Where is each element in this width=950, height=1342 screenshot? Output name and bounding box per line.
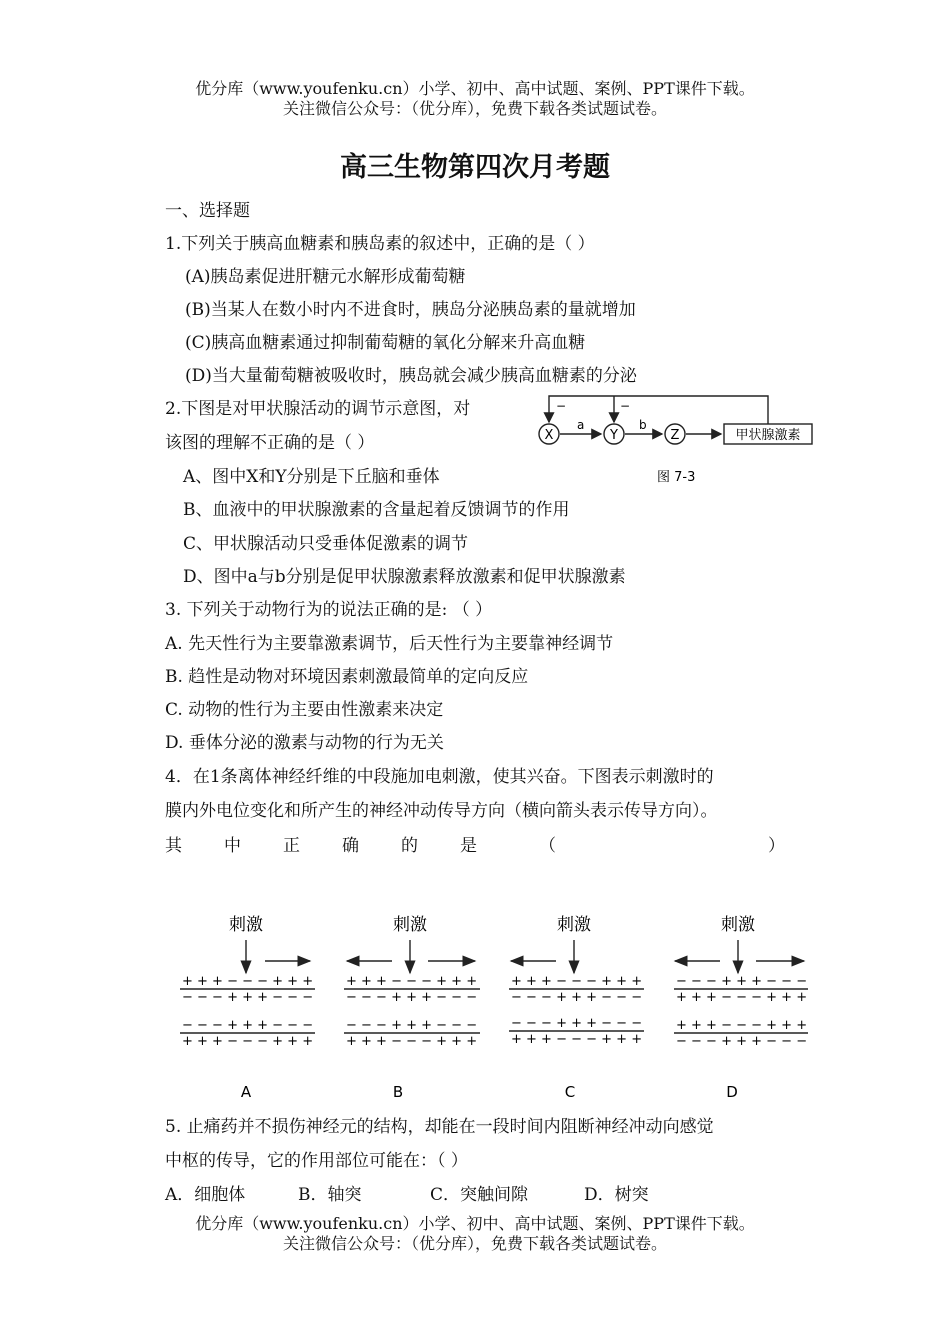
thyroid-regulation-diagram [535,390,825,490]
q1-stem: 1.下列关于胰高血糖素和胰岛素的叙述中，正确的是（ ） [165,234,595,254]
figure-caption: 图 7-3 [657,470,696,485]
q4-stem-1: 4．在1条离体神经纤维的中段施加电刺激，使其兴奋。下图表示刺激时的 [165,767,714,787]
footer-line-1: 优分库（www.youfenku.cn）小学、初中、高中试题、案例、PPT课件下载。 [195,1214,755,1233]
option-b-diagram [344,915,480,1101]
option-c-diagram [509,915,644,1101]
membrane-row-1: + + + − − − + + + [182,974,314,989]
q3-stem: 3. 下列关于动物行为的说法正确的是: （ ） [165,600,493,620]
node-z-label: Z [670,428,680,443]
option-c-label: C [564,1083,576,1101]
membrane-row-2: + + + − − − + + + [676,990,808,1005]
page-title: 高三生物第四次月考题 [340,152,610,183]
q5-option-c: C．突触间隙 [430,1185,529,1205]
q4-stem-3-char: ） [768,836,785,856]
q5-option-b: B．轴突 [298,1185,362,1205]
thyroid-hormone-label: 甲状腺激素 [735,428,801,443]
membrane-row-3: − − − + + + − − − [511,1016,643,1031]
membrane-row-4: + + + − − − + + + [346,1034,478,1049]
minus-sign-x: − [556,399,567,413]
option-a-label: A [240,1083,252,1101]
section-heading: 一、选择题 [165,201,250,221]
nerve-impulse-diagrams [170,905,820,1105]
membrane-row-1: − − − + + + − − − [676,974,808,989]
q4-stem-2: 膜内外电位变化和所产生的神经冲动传导方向（横向箭头表示传导方向）。 [165,801,718,821]
q2-option-c: C、甲状腺活动只受垂体促激素的调节 [183,534,469,554]
membrane-row-3: + + + − − − + + + [676,1018,808,1033]
membrane-row-4: − − − + + + − − − [676,1034,808,1049]
node-x-label: X [544,428,554,443]
q2-option-a: A、图中X和Y分别是下丘脑和垂体 [183,467,440,487]
q5-stem-1: 5. 止痛药并不损伤神经元的结构，却能在一段时间内阻断神经冲动向感觉 [165,1117,714,1137]
arrow-a-label: a [577,418,585,432]
q4-stem-3-char: 正 [283,836,300,856]
q3-option-b: B. 趋性是动物对环境因素刺激最简单的定向反应 [165,667,529,687]
q4-stem-3-char: 确 [342,836,359,856]
header-line-2: 关注微信公众号：（优分库），免费下载各类试题试卷。 [282,99,667,118]
membrane-row-3: − − − + + + − − − [346,1018,478,1033]
q4-stem-3-char: 的 [401,836,418,856]
minus-sign-y: − [620,399,631,413]
footer-line-2: 关注微信公众号：（优分库），免费下载各类试题试卷。 [282,1234,667,1253]
q1-option-d: (D)当大量葡萄糖被吸收时，胰岛就会减少胰高血糖素的分泌 [185,366,637,386]
q2-stem-2: 该图的理解不正确的是（ ） [165,433,375,453]
q5-option-d: D．树突 [584,1185,649,1205]
membrane-row-2: − − − + + + − − − [346,990,478,1005]
membrane-row-3: − − − + + + − − − [182,1018,314,1033]
stimulus-label: 刺激 [393,915,427,935]
q1-option-c: (C)胰高血糖素通过抑制葡萄糖的氧化分解来升高血糖 [185,333,586,353]
option-a-diagram [180,915,315,1101]
arrow-b-label: b [639,418,647,432]
membrane-row-2: − − − + + + − − − [182,990,314,1005]
q4-stem-3-char: 中 [224,836,241,856]
node-y-label: Y [610,428,618,443]
membrane-row-4: + + + − − − + + + [511,1032,643,1047]
q3-option-d: D. 垂体分泌的激素与动物的行为无关 [165,733,444,753]
stimulus-label: 刺激 [721,915,755,935]
membrane-row-4: + + + − − − + + + [182,1034,314,1049]
membrane-row-1: + + + − − − + + + [511,974,643,989]
q4-stem-3-char: （ [539,836,556,856]
q3-option-a: A. 先天性行为主要靠激素调节，后天性行为主要靠神经调节 [165,634,614,654]
header-line-1: 优分库（www.youfenku.cn）小学、初中、高中试题、案例、PPT课件下载。 [195,79,755,98]
option-d-diagram [674,915,808,1101]
membrane-row-2: − − − + + + − − − [511,990,643,1005]
q4-stem-3 [165,835,785,857]
q3-option-c: C. 动物的性行为主要由性激素来决定 [165,700,444,720]
q1-option-b: (B)当某人在数小时内不进食时，胰岛分泌胰岛素的量就增加 [185,300,636,320]
q5-option-a: A．细胞体 [165,1185,246,1205]
q2-option-d: D、图中a与b分别是促甲状腺激素释放激素和促甲状腺激素 [183,567,626,587]
option-b-label: B [392,1083,404,1101]
q5-stem-2: 中枢的传导，它的作用部位可能在：（ ） [165,1151,468,1171]
membrane-row-1: + + + − − − + + + [346,974,478,989]
q4-stem-3-char: 是 [460,836,477,856]
q4-stem-3-char: 其 [165,836,182,856]
q2-option-b: B、血液中的甲状腺激素的含量起着反馈调节的作用 [183,500,570,520]
q2-stem-1: 2.下图是对甲状腺活动的调节示意图，对 [165,399,471,419]
q1-option-a: (A)胰岛素促进肝糖元水解形成葡萄糖 [185,267,466,287]
option-d-label: D [726,1083,738,1101]
stimulus-label: 刺激 [229,915,263,935]
stimulus-label: 刺激 [557,915,591,935]
